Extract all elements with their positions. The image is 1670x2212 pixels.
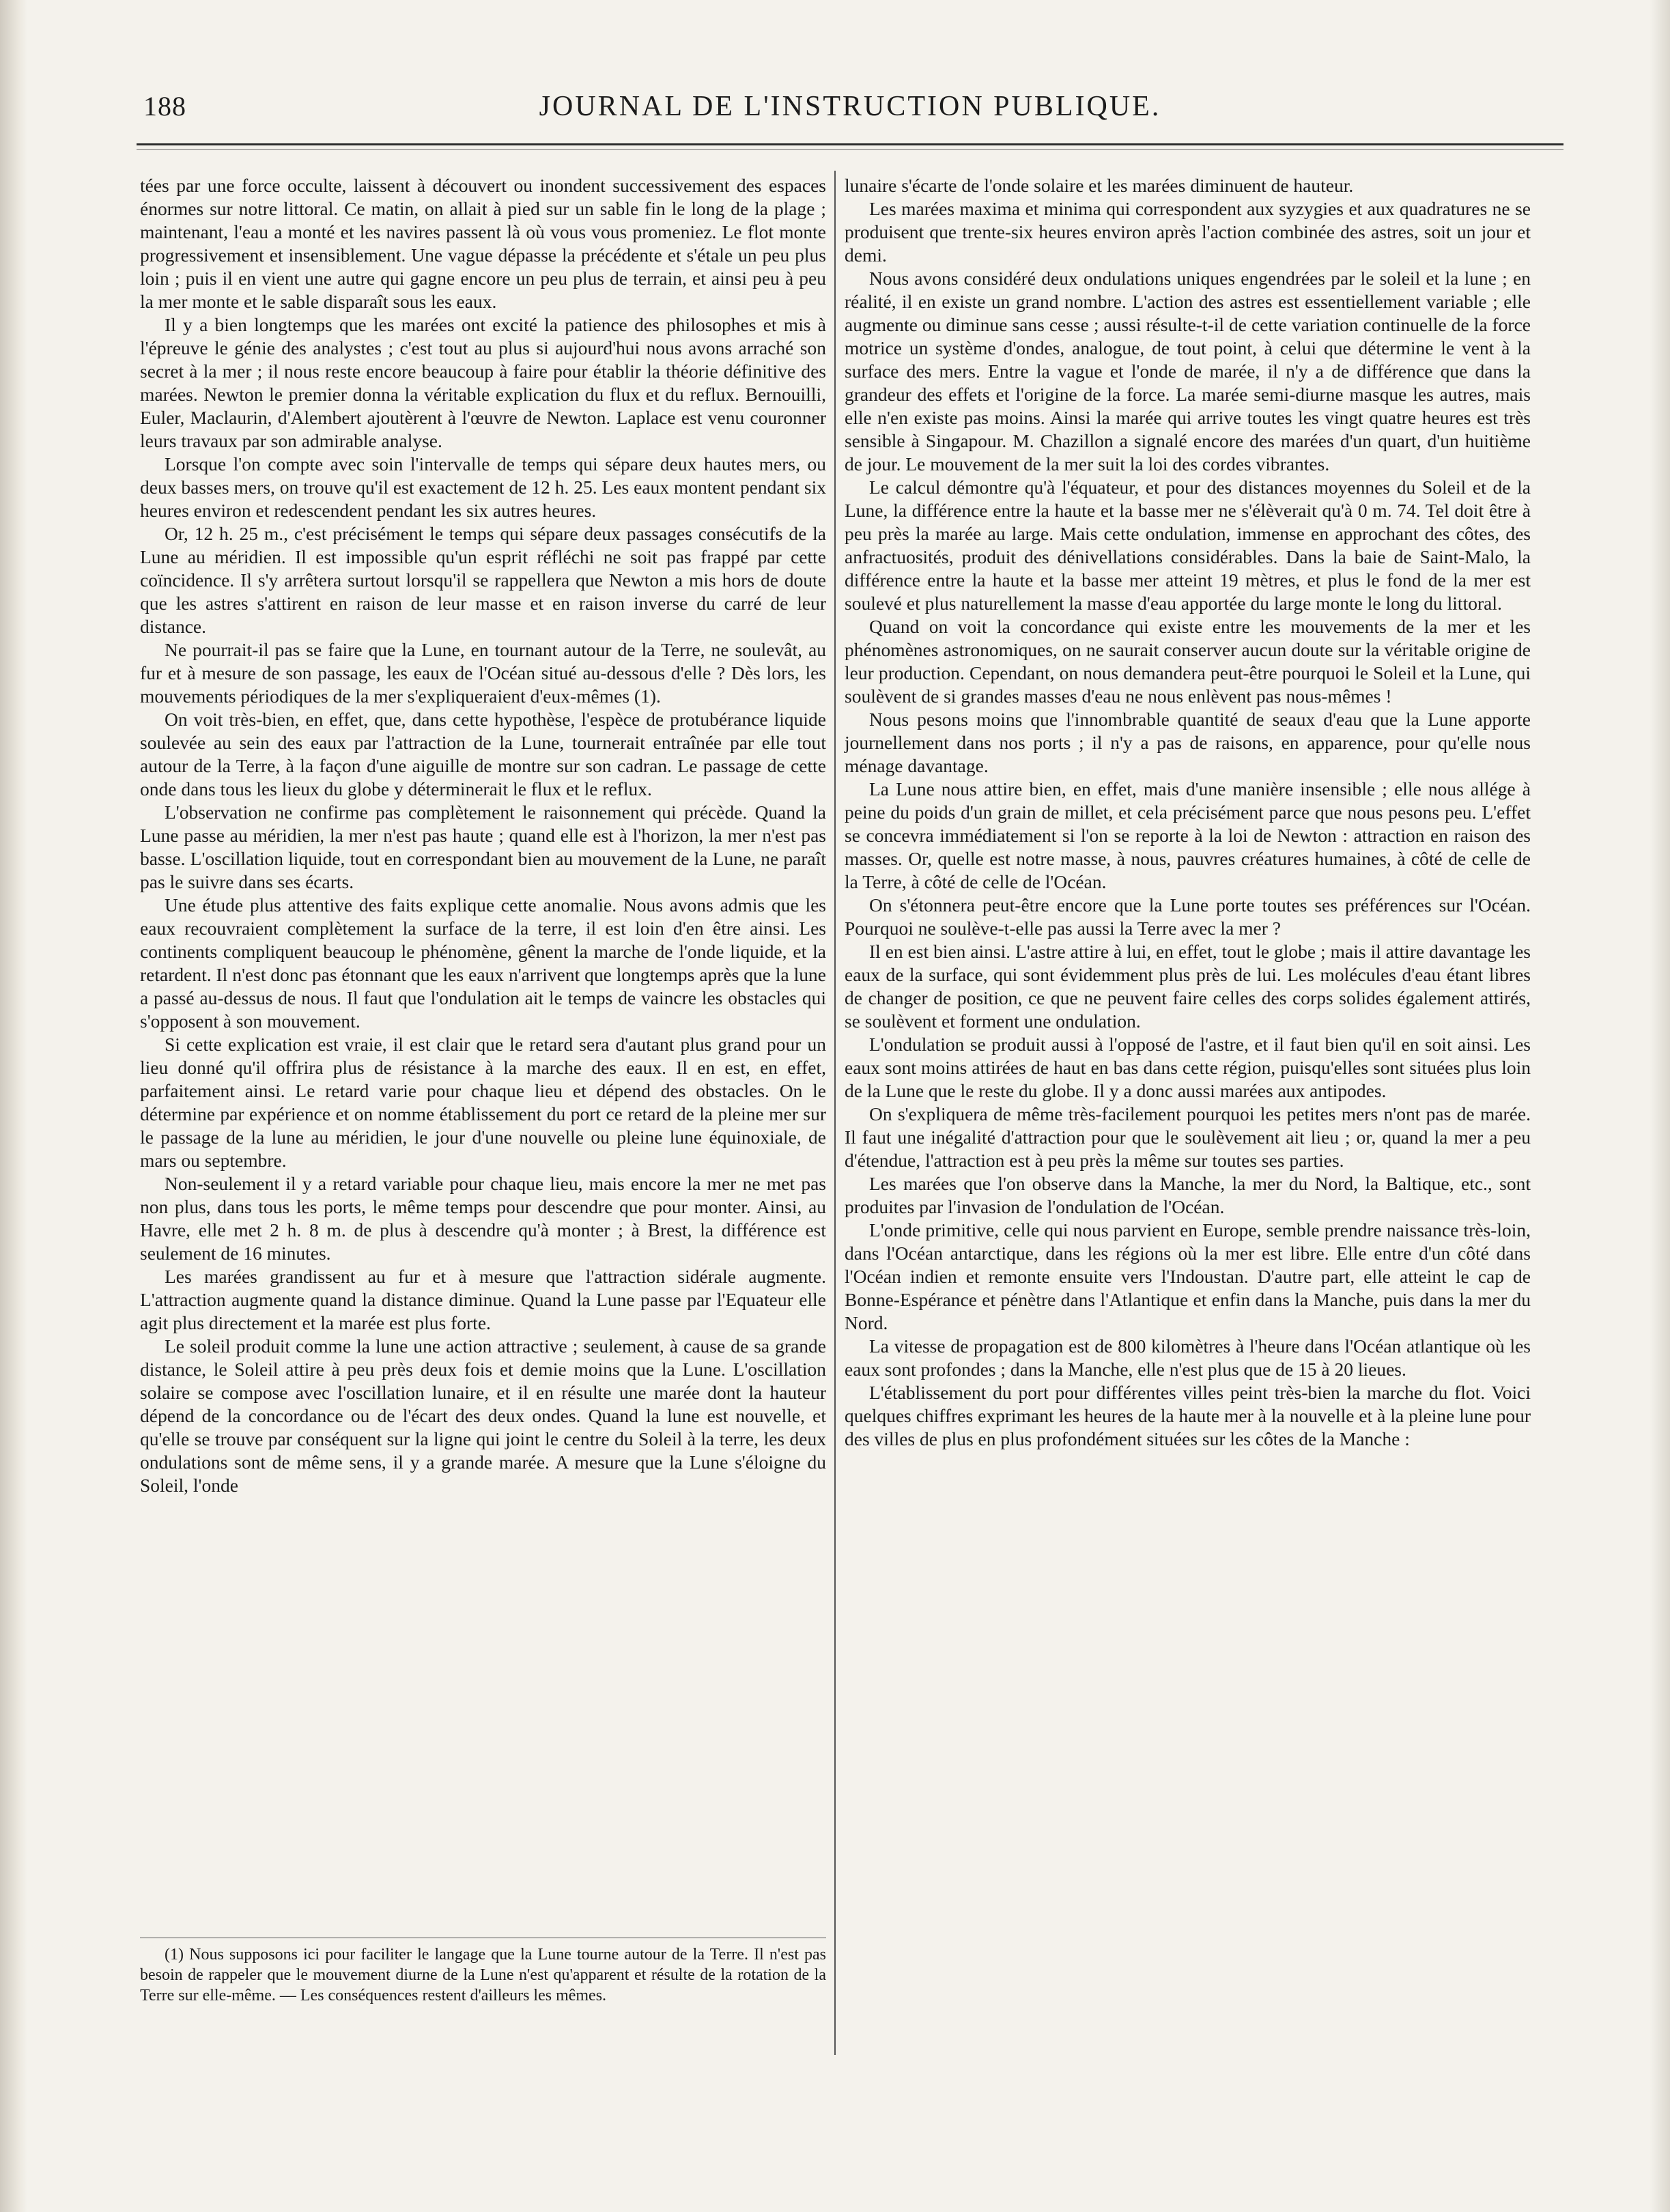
paragraph: Si cette explication est vraie, il est clair que le retard sera d'autant plus grand pour un lieu donné qu'il offrira plus de résistance à la marche des eaux. Il en est, en effet, parfaitement ainsi. Le retard varie pour chaque lieu et dépend des obstacles. On le détermine par expérience et on nomme établissement du port ce retard de la pleine mer sur le passage de la lune au méridien, le jour d'une nouvelle ou pleine lune équinoxiale, de mars ou septembre. xyxy=(140,1034,826,1171)
paragraph: Le soleil produit comme la lune une action attractive ; seulement, à cause de sa grande distance, le Soleil attire à peu près deux fois et demie moins que la Lune. L'oscillation solaire se compose avec l'oscillation lunaire, et il en résulte une marée dont la hauteur dépend de la concordance ou de l'écart des deux ondes. Quand la lune est nouvelle, et qu'elle se trouve par conséquent sur la ligne qui joint le centre du Soleil à la terre, les deux ondulations sont de même sens, il y a grande marée. A mesure que la Lune s'éloigne du Soleil, l'onde xyxy=(140,1335,826,1496)
paragraph: Nous avons considéré deux ondulations uniques engendrées par le soleil et la lune ; en réalité, il en existe un grand nombre. L'action des astres est essentiellement variable ; elle augmente ou diminue sans cesse ; aussi résulte-t-il de cette variation continuelle de la force motrice un système d'ondes, analogue, de tout point, à celui que détermine le vent à la surface des mers. Entre la vague et l'onde de marée, il n'y a de différence que dans la grandeur des effets et l'origine de la force. La marée semi-diurne masque les autres, mais elle n'en existe pas moins. Ainsi la marée qui arrive toutes les vingt quatre heures est très sensible à Singapour. M. Chazillon a signalé encore des marées d'un quart, d'un huitième de jour. Le mouvement de la mer suit la loi des cordes vibrantes. xyxy=(845,268,1531,474)
paragraph: Lorsque l'on compte avec soin l'intervalle de temps qui sépare deux hautes mers, ou deux basses mers, on trouve qu'il est exactement de 12 h. 25. Les eaux montent pendant six heures environ et redescendent pendant les six autres heures. xyxy=(140,453,826,521)
paragraph: Nous pesons moins que l'innombrable quantité de seaux d'eau que la Lune apporte journellement dans nos ports ; il n'y a pas de raisons, en apparence, pour qu'elle nous ménage davantage. xyxy=(845,709,1531,776)
paragraph: L'observation ne confirme pas complètement le raisonnement qui précède. Quand la Lune passe au méridien, la mer n'est pas haute ; quand elle est à l'horizon, la mer n'est pas basse. L'oscillation liquide, tout en correspondant bien au mouvement de la Lune, ne paraît pas le suivre dans ses écarts. xyxy=(140,802,826,892)
paragraph: On voit très-bien, en effet, que, dans cette hypothèse, l'espèce de protubérance liquide soulevée au sein des eaux par l'attraction de la Lune, tournerait entraînée par elle tout autour de la Terre, à la façon d'une aiguille de montre sur son cadran. Le passage de cette onde dans tous les lieux du globe y déterminerait le flux et le reflux. xyxy=(140,709,826,799)
paragraph: Non-seulement il y a retard variable pour chaque lieu, mais encore la mer ne met pas non plus, dans tous les ports, le même temps pour descendre que pour monter. Ainsi, au Havre, elle met 2 h. 8 m. de plus à descendre qu'à monter ; à Brest, la différence est seulement de 16 minutes. xyxy=(140,1173,826,1264)
paragraph: L'onde primitive, celle qui nous parvient en Europe, semble prendre naissance très-loin, dans l'Océan antarctique, dans les régions où la mer est libre. Elle entre d'un côté dans l'Océan indien et remonte ensuite vers l'Indoustan. D'autre part, elle atteint le cap de Bonne-Espérance et pénètre dans l'Atlantique et enfin dans la Manche, puis dans la mer du Nord. xyxy=(845,1219,1531,1333)
paragraph: Une étude plus attentive des faits explique cette anomalie. Nous avons admis que les eaux recouvraient complètement la surface de la terre, il est loin d'en être ainsi. Les continents compliquent beaucoup le phénomène, gênent la marche de l'onde liquide, et la retardent. Il n'est donc pas étonnant que les eaux n'arrivent que longtemps après que la lune a passé au-dessus de nous. Il faut que l'ondulation ait le temps de vaincre les obstacles qui s'opposent à son mouvement. xyxy=(140,894,826,1032)
paragraph: Il en est bien ainsi. L'astre attire à lui, en effet, tout le globe ; mais il attire davantage les eaux de la surface, qui sont évidemment plus près de lui. Les molécules d'eau étant libres de changer de position, ce que ne peuvent faire celles des corps solides également attirés, se soulèvent et forment une ondulation. xyxy=(845,941,1531,1032)
page-header xyxy=(137,90,1563,138)
column-divider xyxy=(834,171,836,2055)
paragraph: L'établissement du port pour différentes villes peint très-bien la marche du flot. Voici quelques chiffres exprimant les heures de la haute mer à la nouvelle et à la pleine lune pour des villes de plus en plus profondément situées sur les côtes de la Manche : xyxy=(845,1382,1531,1449)
paragraph: tées par une force occulte, laissent à découvert ou inondent successivement des espaces énormes sur notre littoral. Ce matin, on allait à pied sur un sable fin le long de la plage ; maintenant, l'eau a monté et les navires passent là où vous vous promeniez. Le flot monte progressivement et insensiblement. Une vague dépasse la précédente et s'étale un peu plus loin ; puis il en vient une autre qui gagne encore un peu plus de terrain, et ainsi peu à peu la mer monte et le sable disparaît sous les eaux. xyxy=(140,175,826,312)
paragraph: Il y a bien longtemps que les marées ont excité la patience des philosophes et mis à l'épreuve le génie des analystes ; c'est tout au plus si aujourd'hui nous avons arraché son secret à la mer ; il nous reste encore beaucoup à faire pour établir la théorie définitive des marées. Newton le premier donna la véritable explication du flux et du reflux. Bernouilli, Euler, Maclaurin, d'Alembert ajoutèrent à l'œuvre de Newton. Laplace est venu couronner leurs travaux par son admirable analyse. xyxy=(140,314,826,451)
paragraph: La Lune nous attire bien, en effet, mais d'une manière insensible ; elle nous allége à peine du poids d'un grain de millet, et cela précisément parce que nous pesons peu. L'effet se concevra immédiatement si l'on se reporte à la loi de Newton : attraction en raison des masses. Or, quelle est notre masse, à nous, pauvres créatures humaines, à côté de celle de la Terre, à côté de celle de l'Océan. xyxy=(845,778,1531,892)
paragraph: Ne pourrait-il pas se faire que la Lune, en tournant autour de la Terre, ne soulevât, au fur et à mesure de son passage, les eaux de l'Océan situé au-dessous d'elle ? Dès lors, les mouvements périodiques de la mer s'expliqueraient d'eux-mêmes (1). xyxy=(140,639,826,707)
paragraph: lunaire s'écarte de l'onde solaire et les marées diminuent de hauteur. xyxy=(845,175,1354,196)
paragraph: Le calcul démontre qu'à l'équateur, et pour des distances moyennes du Soleil et de la Lune, la différence entre la haute et la basse mer ne s'élèverait qu'à 0 m. 74. Tel doit être à peu près la marée au large. Mais cette ondulation, immense en approchant des côtes, des anfractuosités, produit des dénivellations considérables. Dans la baie de Saint-Malo, la différence entre la haute et la basse mer atteint 19 mètres, et plus le fond de la mer est soulevé et plus naturellement la masse d'eau apportée du large monte le long du littoral. xyxy=(845,477,1531,614)
header-rule-thin xyxy=(137,149,1563,150)
right-column xyxy=(845,174,1531,2106)
paragraph: On s'étonnera peut-être encore que la Lune porte toutes ses préférences sur l'Océan. Pourquoi ne soulève-t-elle pas aussi la Terre avec la mer ? xyxy=(845,894,1531,939)
paragraph: Les marées que l'on observe dans la Manche, la mer du Nord, la Baltique, etc., sont produites par l'invasion de l'ondulation de l'Océan. xyxy=(845,1173,1531,1217)
footnote-text: (1) Nous supposons ici pour faciliter le langage que la Lune tourne autour de la Terre. Il n'est pas besoin de rappeler que le mouvement diurne de la Lune n'est qu'apparent et résulte de la rotation de la Terre sur elle-même. — Les conséquences restent d'ailleurs les mêmes. xyxy=(140,1946,826,2004)
paragraph: Les marées grandissent au fur et à mesure que l'attraction sidérale augmente. L'attraction augmente quand la distance diminue. Quand la Lune passe par l'Equateur elle agit plus directement et la marée est plus forte. xyxy=(140,1266,826,1333)
header-rule xyxy=(137,143,1563,145)
paragraph: La vitesse de propagation est de 800 kilomètres à l'heure dans l'Océan atlantique où les eaux sont profondes ; dans la Manche, elle n'est plus que de 15 à 20 lieues. xyxy=(845,1335,1531,1380)
page-binding-edge xyxy=(0,0,27,2212)
paragraph: Or, 12 h. 25 m., c'est précisément le temps qui sépare deux passages consécutifs de la Lune au méridien. Il est impossible qu'un esprit réfléchi ne soit pas frappé par cette coïncidence. Il s'y arrêtera surtout lorsqu'il se rappellera que Newton a mis hors de doute que les astres s'attirent en raison de leur masse et en raison inverse du carré de leur distance. xyxy=(140,523,826,637)
page-right-edge xyxy=(1650,0,1670,2212)
left-column xyxy=(140,174,826,2106)
running-title: JOURNAL DE L'INSTRUCTION PUBLIQUE. xyxy=(539,91,1161,122)
paragraph: On s'expliquera de même très-facilement pourquoi les petites mers n'ont pas de marée. Il faut une inégalité d'attraction pour que le soulèvement ait lieu ; or, quand la mer a peu d'étendue, l'attraction est à peu près la même sur toutes ses parties. xyxy=(845,1103,1531,1171)
footnote xyxy=(140,1944,826,2006)
page-number: 188 xyxy=(143,91,186,122)
paragraph: Quand on voit la concordance qui existe entre les mouvements de la mer et les phénomènes astronomiques, on ne saurait conserver aucun doute sur la véritable origine de leur production. Cependant, on nous demandera peut-être pourquoi le Soleil et la Lune, qui soulèvent de si grandes masses d'eau ne nous enlèvent pas nous-mêmes ! xyxy=(845,616,1531,707)
paragraph: L'ondulation se produit aussi à l'opposé de l'astre, et il faut bien qu'il en soit ainsi. Les eaux sont moins attirées de haut en bas dans cette région, puisqu'elles sont situées plus loin de la Lune que le reste du globe. Il y a donc aussi marées aux antipodes. xyxy=(845,1034,1531,1101)
paragraph: Les marées maxima et minima qui correspondent aux syzygies et aux quadratures ne se produisent que trente-six heures environ après l'action combinée des astres, soit un jour et demi. xyxy=(845,198,1531,266)
